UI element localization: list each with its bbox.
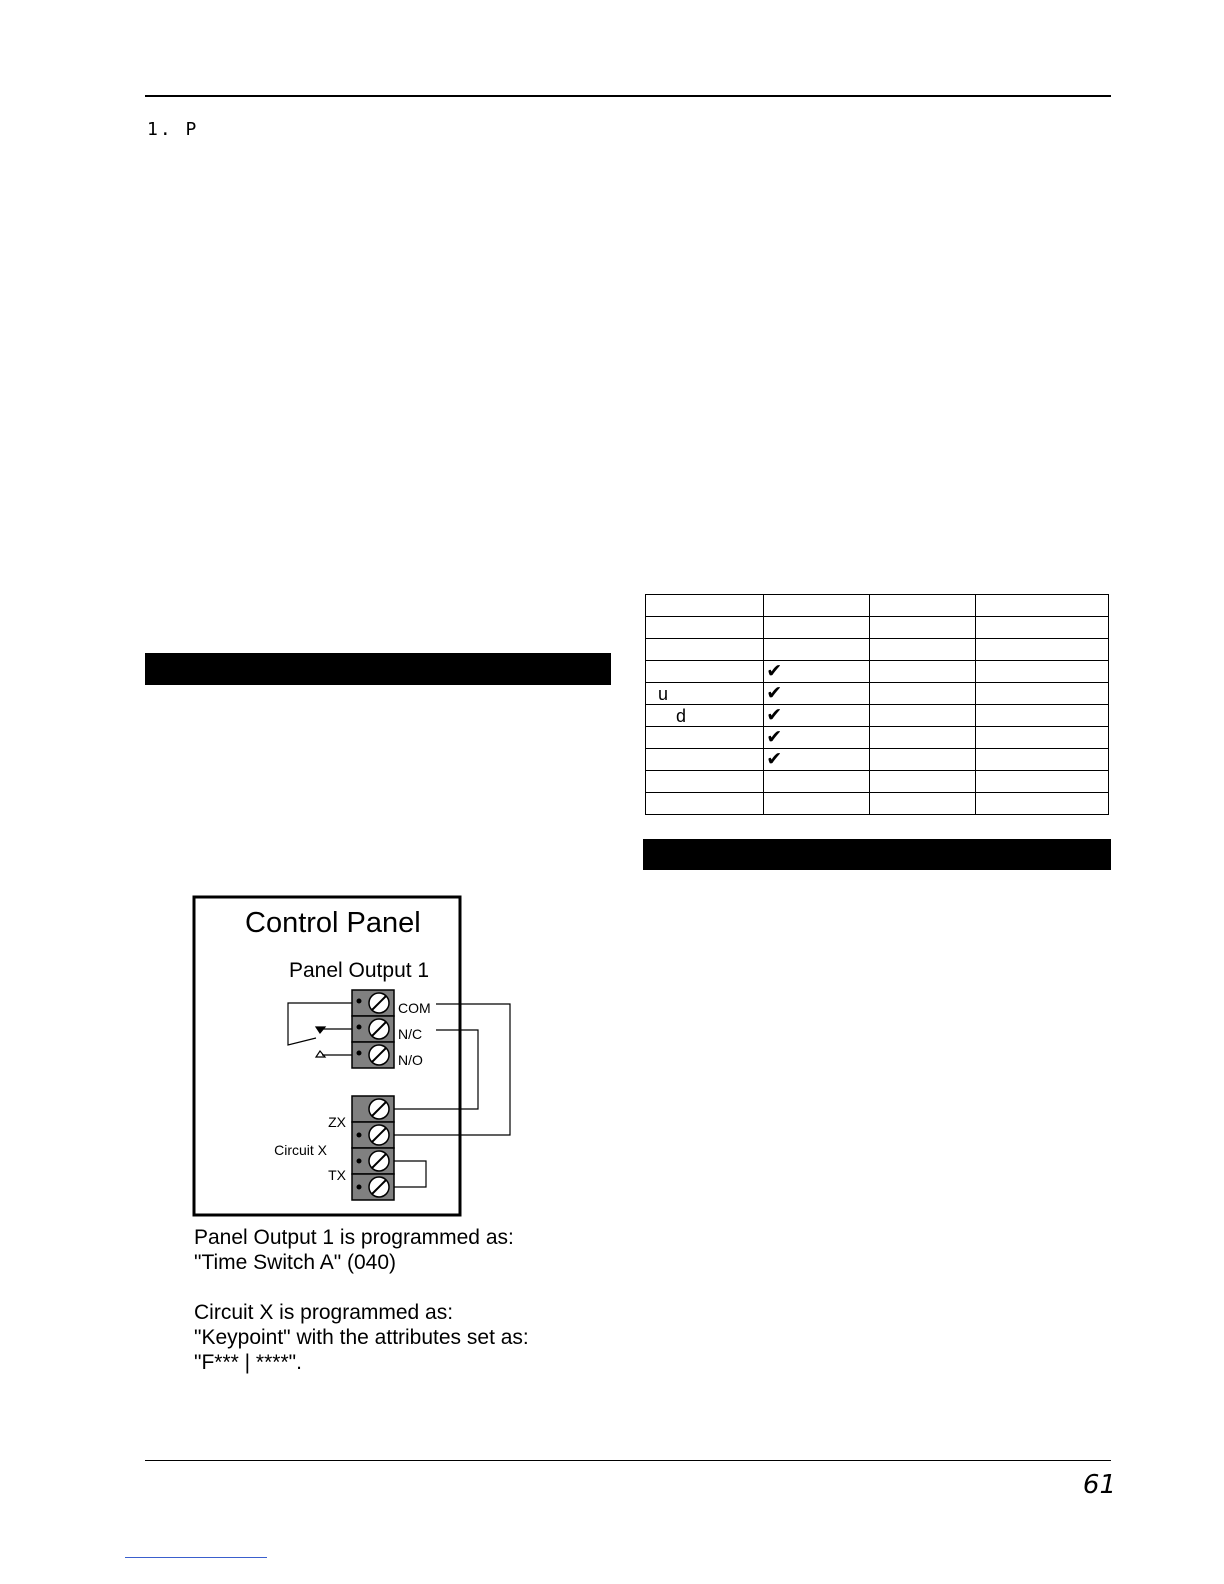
table-cell — [975, 639, 1108, 661]
footer-link-underline[interactable] — [125, 1557, 267, 1558]
caption-line: "Keypoint" with the attributes set as: — [194, 1326, 529, 1349]
caption-line: Circuit X is programmed as: — [194, 1301, 454, 1324]
table-cell — [975, 793, 1108, 815]
table-cell: ✔ — [764, 683, 870, 705]
page-number: 61 — [1082, 1470, 1116, 1500]
tx-label: TX — [328, 1167, 346, 1183]
table-cell — [870, 727, 975, 749]
table-cell — [870, 595, 975, 617]
table-cell — [870, 749, 975, 771]
table-cell — [975, 661, 1108, 683]
table-row — [646, 749, 1109, 771]
table-cell — [870, 617, 975, 639]
table-row — [646, 617, 1109, 639]
relay-switch-icon — [288, 1003, 352, 1057]
table-cell — [764, 617, 870, 639]
control-panel-title: Control Panel — [245, 907, 421, 939]
table-cell: ✔ — [764, 727, 870, 749]
table-cell — [870, 771, 975, 793]
screw-icon — [369, 1045, 389, 1065]
table-cell — [646, 595, 764, 617]
terminal-no-label: N/O — [398, 1052, 423, 1068]
table-cell — [764, 595, 870, 617]
screw-icon — [369, 1151, 389, 1171]
table-row — [646, 639, 1109, 661]
table-cell — [975, 727, 1108, 749]
table-cell — [646, 793, 764, 815]
footer-rule — [145, 1460, 1111, 1461]
section-heading-bar-left — [145, 653, 611, 685]
table-cell — [764, 771, 870, 793]
diagram-caption — [194, 1225, 529, 1375]
screw-icon — [369, 993, 389, 1013]
header-rule — [145, 95, 1111, 97]
table-cell — [764, 639, 870, 661]
table-row — [646, 705, 1109, 727]
table-cell — [975, 617, 1108, 639]
table-cell — [646, 749, 764, 771]
terminal-block-circuit — [274, 1096, 394, 1200]
zx-label: ZX — [328, 1114, 346, 1130]
screw-icon — [369, 1019, 389, 1039]
circuit-x-label: Circuit X — [274, 1142, 327, 1158]
wire-com-to-circuit — [394, 1004, 510, 1135]
table-row — [646, 793, 1109, 815]
table-cell — [646, 639, 764, 661]
table-cell: ✔ — [764, 661, 870, 683]
table-cell — [975, 683, 1108, 705]
caption-line: "F*** | ****". — [194, 1351, 302, 1374]
terminal-com-label: COM — [398, 1000, 431, 1016]
terminal-block-output — [352, 990, 431, 1068]
table-cell — [870, 793, 975, 815]
section-heading-bar-right — [643, 839, 1111, 870]
table-cell: u — [646, 683, 764, 705]
table-cell — [975, 595, 1108, 617]
wiring-diagram — [190, 893, 520, 1223]
table-cell — [646, 661, 764, 683]
table-cell — [764, 793, 870, 815]
table-cell — [646, 617, 764, 639]
table-row — [646, 683, 1109, 705]
screw-icon — [369, 1125, 389, 1145]
screw-icon — [369, 1099, 389, 1119]
table-cell — [646, 771, 764, 793]
terminal-nc-label: N/C — [398, 1026, 423, 1042]
attributes-table — [645, 594, 1109, 815]
table-cell — [870, 683, 975, 705]
table-row — [646, 727, 1109, 749]
table-row — [646, 771, 1109, 793]
table-row — [646, 661, 1109, 683]
screw-icon — [369, 1177, 389, 1197]
table-cell — [870, 661, 975, 683]
table-cell — [870, 639, 975, 661]
caption-line: "Time Switch A" (040) — [194, 1251, 397, 1274]
table-cell: ✔ — [764, 749, 870, 771]
table-row — [646, 595, 1109, 617]
table-cell: ✔ — [764, 705, 870, 727]
table-cell — [870, 705, 975, 727]
caption-line: Panel Output 1 is programmed as: — [194, 1226, 514, 1249]
table-cell — [646, 727, 764, 749]
table-cell: d — [646, 705, 764, 727]
wire-tx-link — [394, 1161, 426, 1187]
panel-output-label: Panel Output 1 — [289, 959, 430, 982]
table-cell — [975, 705, 1108, 727]
step-text: 1. P — [147, 119, 199, 140]
table-cell — [975, 749, 1108, 771]
table-cell — [975, 771, 1108, 793]
